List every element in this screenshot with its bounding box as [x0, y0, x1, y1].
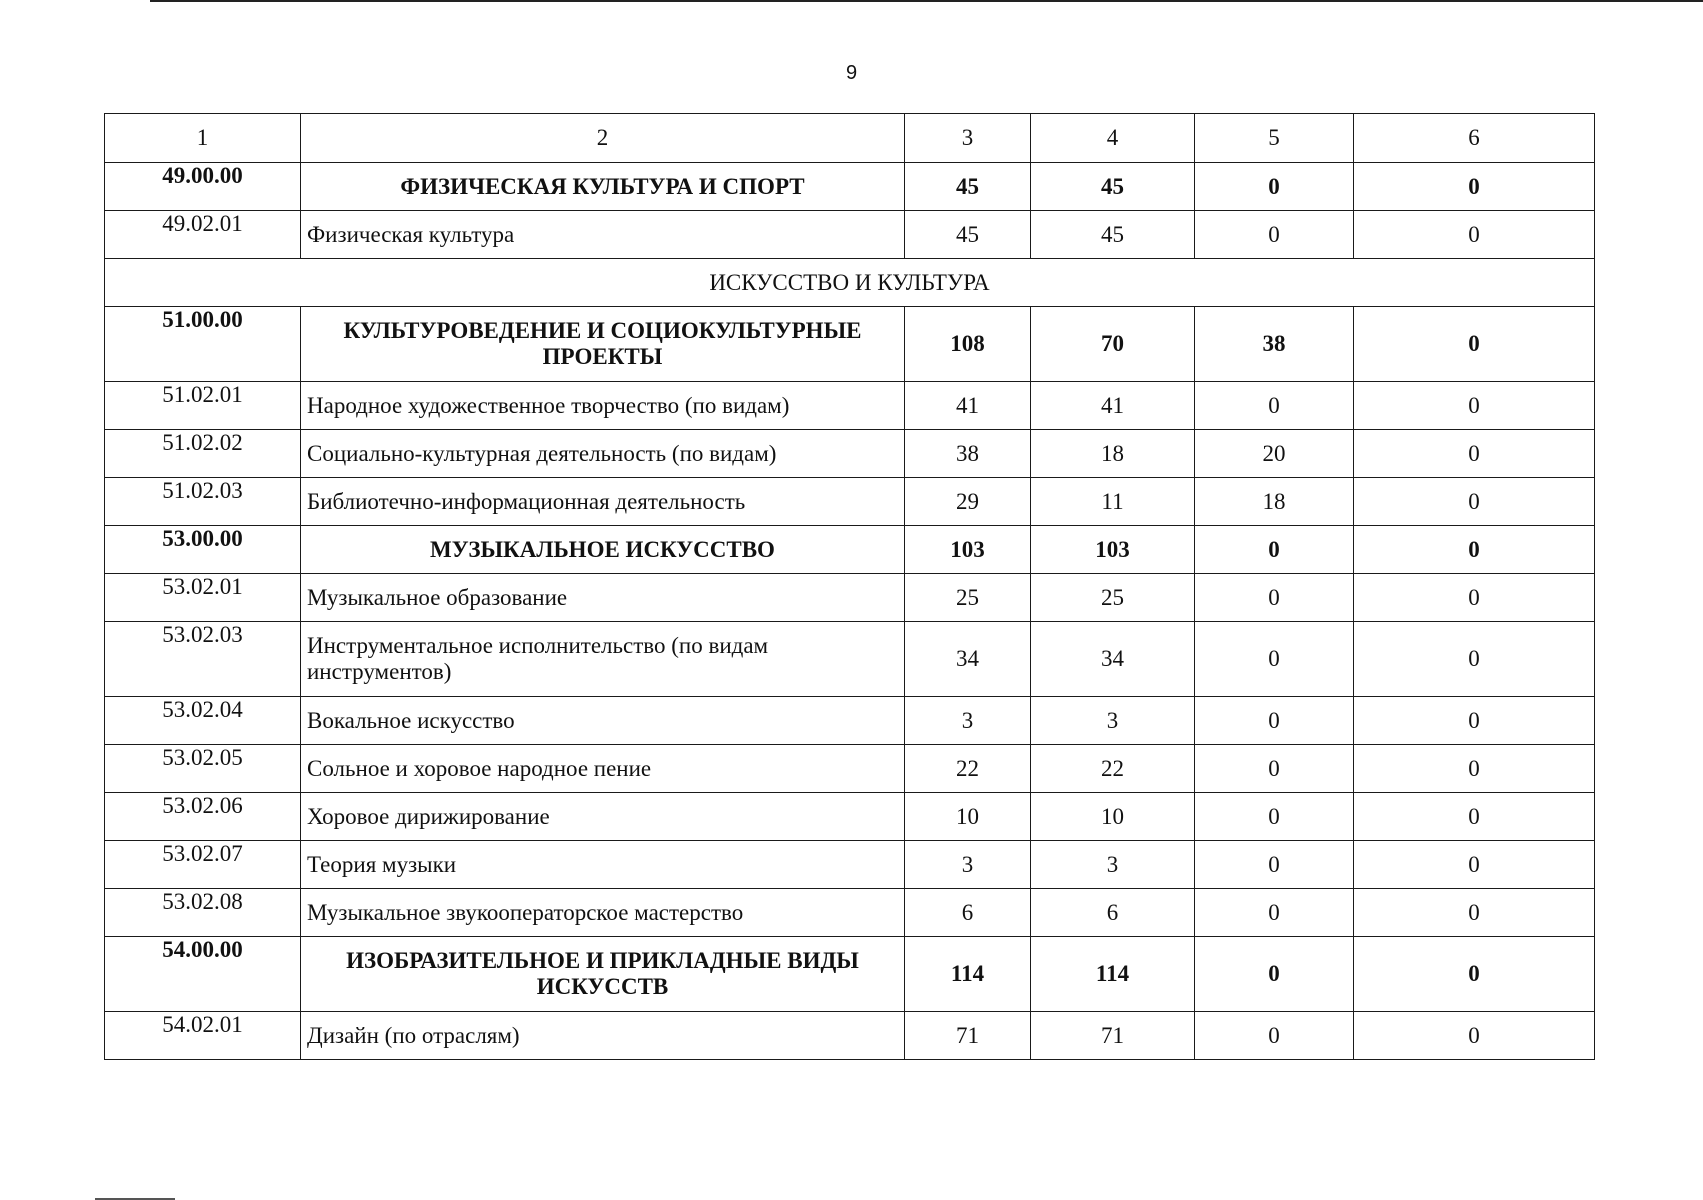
value-col-4: 45: [1031, 163, 1195, 211]
value-col-6: 0: [1354, 937, 1595, 1012]
table-body: [105, 114, 1595, 1060]
table-row: [105, 430, 1595, 478]
specialty-name: Социально-культурная деятельность (по видам): [301, 430, 905, 478]
value-col-4: 45: [1031, 211, 1195, 259]
specialty-name: Дизайн (по отраслям): [301, 1012, 905, 1060]
specialty-code: 54.00.00: [105, 937, 301, 1012]
specialty-name: ФИЗИЧЕСКАЯ КУЛЬТУРА И СПОРТ: [301, 163, 905, 211]
table-row: [105, 889, 1595, 937]
value-col-3: 45: [905, 163, 1031, 211]
specialty-name: МУЗЫКАЛЬНОЕ ИСКУССТВО: [301, 526, 905, 574]
value-col-4: 71: [1031, 1012, 1195, 1060]
specialty-code: 53.02.06: [105, 793, 301, 841]
value-col-4: 3: [1031, 697, 1195, 745]
column-number: 5: [1195, 114, 1354, 163]
specialty-name: Физическая культура: [301, 211, 905, 259]
column-number: 6: [1354, 114, 1595, 163]
table-row: [105, 841, 1595, 889]
specialty-code: 53.02.01: [105, 574, 301, 622]
table-row: [105, 211, 1595, 259]
table-row: [105, 574, 1595, 622]
value-col-4: 22: [1031, 745, 1195, 793]
value-col-5: 0: [1195, 889, 1354, 937]
specialty-name: Музыкальное звукооператорское мастерство: [301, 889, 905, 937]
section-title: ИСКУССТВО И КУЛЬТУРА: [105, 259, 1595, 307]
value-col-3: 41: [905, 382, 1031, 430]
group-row: [105, 526, 1595, 574]
value-col-5: 0: [1195, 574, 1354, 622]
specialty-code: 53.00.00: [105, 526, 301, 574]
value-col-5: 0: [1195, 622, 1354, 697]
value-col-5: 0: [1195, 697, 1354, 745]
value-col-4: 114: [1031, 937, 1195, 1012]
value-col-6: 0: [1354, 211, 1595, 259]
value-col-3: 71: [905, 1012, 1031, 1060]
column-number: 1: [105, 114, 301, 163]
value-col-5: 18: [1195, 478, 1354, 526]
table-row: [105, 478, 1595, 526]
specialty-name: Инструментальное исполнительство (по видам инструментов): [301, 622, 905, 697]
specialty-code: 51.02.03: [105, 478, 301, 526]
specialty-code: 51.02.01: [105, 382, 301, 430]
value-col-6: 0: [1354, 745, 1595, 793]
specialty-code: 53.02.05: [105, 745, 301, 793]
table-row: [105, 622, 1595, 697]
value-col-6: 0: [1354, 526, 1595, 574]
specialty-name: Музыкальное образование: [301, 574, 905, 622]
table-row: [105, 745, 1595, 793]
group-row: [105, 307, 1595, 382]
value-col-4: 70: [1031, 307, 1195, 382]
value-col-4: 3: [1031, 841, 1195, 889]
value-col-3: 25: [905, 574, 1031, 622]
value-col-4: 34: [1031, 622, 1195, 697]
value-col-4: 103: [1031, 526, 1195, 574]
value-col-6: 0: [1354, 478, 1595, 526]
value-col-4: 18: [1031, 430, 1195, 478]
value-col-3: 22: [905, 745, 1031, 793]
table-row: [105, 382, 1595, 430]
scan-top-edge: [150, 0, 1703, 2]
value-col-6: 0: [1354, 889, 1595, 937]
value-col-5: 0: [1195, 937, 1354, 1012]
specialty-name: Сольное и хоровое народное пение: [301, 745, 905, 793]
specialty-code: 53.02.03: [105, 622, 301, 697]
specialty-code: 53.02.07: [105, 841, 301, 889]
specialty-name: Народное художественное творчество (по видам): [301, 382, 905, 430]
specialty-code: 49.00.00: [105, 163, 301, 211]
value-col-6: 0: [1354, 574, 1595, 622]
specialty-code: 54.02.01: [105, 1012, 301, 1060]
value-col-6: 0: [1354, 841, 1595, 889]
value-col-3: 3: [905, 697, 1031, 745]
value-col-5: 38: [1195, 307, 1354, 382]
specialty-name: Вокальное искусство: [301, 697, 905, 745]
value-col-5: 0: [1195, 841, 1354, 889]
value-col-3: 103: [905, 526, 1031, 574]
value-col-4: 10: [1031, 793, 1195, 841]
value-col-5: 0: [1195, 382, 1354, 430]
value-col-5: 0: [1195, 163, 1354, 211]
specialty-code: 53.02.04: [105, 697, 301, 745]
value-col-5: 20: [1195, 430, 1354, 478]
value-col-6: 0: [1354, 382, 1595, 430]
group-row: [105, 163, 1595, 211]
specialty-name: Библиотечно-информационная деятельность: [301, 478, 905, 526]
value-col-4: 11: [1031, 478, 1195, 526]
table-row: [105, 793, 1595, 841]
column-number: 2: [301, 114, 905, 163]
value-col-3: 34: [905, 622, 1031, 697]
column-number-row: [105, 114, 1595, 163]
value-col-6: 0: [1354, 622, 1595, 697]
value-col-5: 0: [1195, 745, 1354, 793]
column-number: 4: [1031, 114, 1195, 163]
value-col-6: 0: [1354, 430, 1595, 478]
value-col-3: 38: [905, 430, 1031, 478]
value-col-5: 0: [1195, 1012, 1354, 1060]
value-col-5: 0: [1195, 526, 1354, 574]
column-number: 3: [905, 114, 1031, 163]
value-col-3: 114: [905, 937, 1031, 1012]
value-col-4: 25: [1031, 574, 1195, 622]
section-row: [105, 259, 1595, 307]
specialty-name: Хоровое дирижирование: [301, 793, 905, 841]
value-col-4: 6: [1031, 889, 1195, 937]
specialty-code: 51.02.02: [105, 430, 301, 478]
value-col-3: 45: [905, 211, 1031, 259]
value-col-3: 3: [905, 841, 1031, 889]
value-col-6: 0: [1354, 697, 1595, 745]
page-number: 9: [845, 62, 858, 84]
value-col-6: 0: [1354, 1012, 1595, 1060]
value-col-3: 10: [905, 793, 1031, 841]
specialty-name: Теория музыки: [301, 841, 905, 889]
table-row: [105, 1012, 1595, 1060]
specialty-code: 53.02.08: [105, 889, 301, 937]
specialties-table: [104, 113, 1595, 1060]
specialty-code: 49.02.01: [105, 211, 301, 259]
specialty-code: 51.00.00: [105, 307, 301, 382]
table-row: [105, 697, 1595, 745]
value-col-6: 0: [1354, 307, 1595, 382]
value-col-3: 6: [905, 889, 1031, 937]
value-col-3: 29: [905, 478, 1031, 526]
value-col-3: 108: [905, 307, 1031, 382]
specialty-name: КУЛЬТУРОВЕДЕНИЕ И СОЦИОКУЛЬТУРНЫЕ ПРОЕКТЫ: [301, 307, 905, 382]
value-col-6: 0: [1354, 793, 1595, 841]
group-row: [105, 937, 1595, 1012]
value-col-6: 0: [1354, 163, 1595, 211]
value-col-5: 0: [1195, 793, 1354, 841]
value-col-5: 0: [1195, 211, 1354, 259]
value-col-4: 41: [1031, 382, 1195, 430]
specialty-name: ИЗОБРАЗИТЕЛЬНОЕ И ПРИКЛАДНЫЕ ВИДЫ ИСКУССТВ: [301, 937, 905, 1012]
